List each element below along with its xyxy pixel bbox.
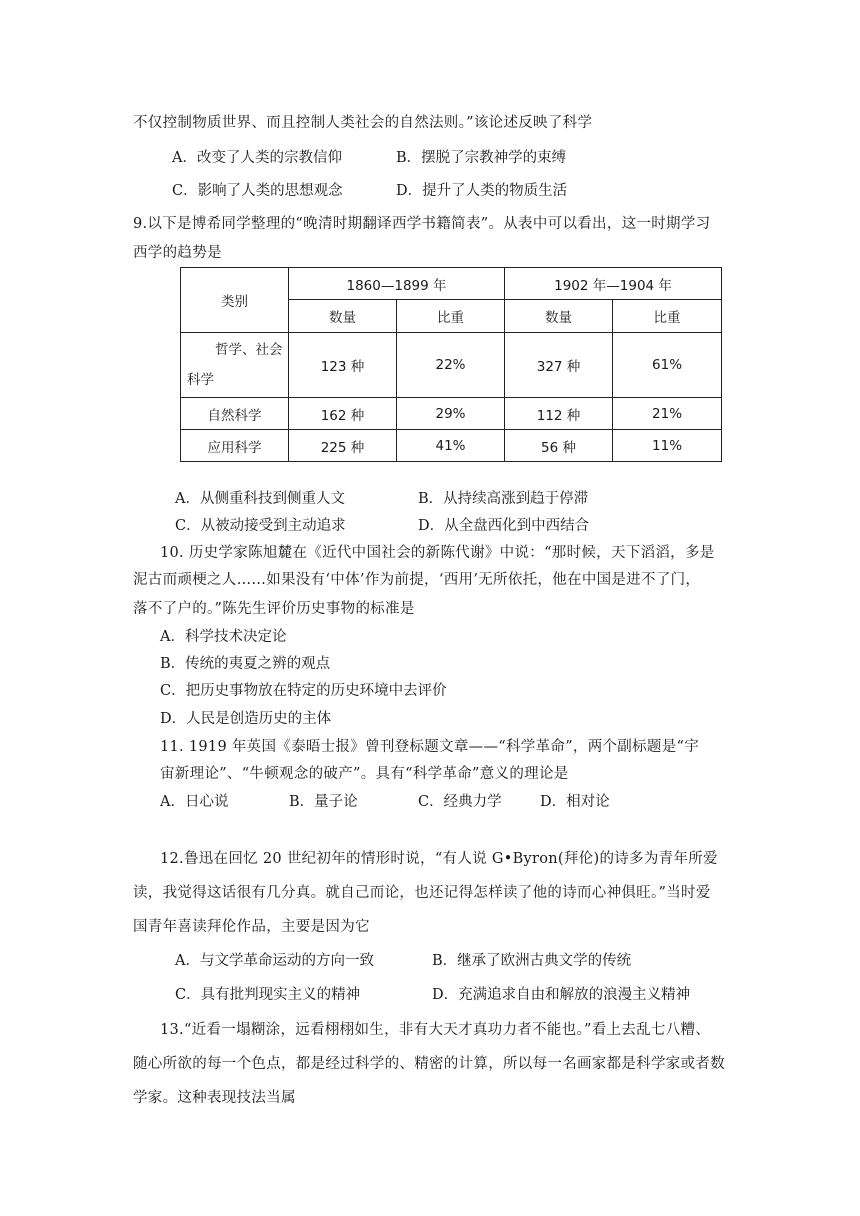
cell-count-2: 56 种 <box>505 430 613 462</box>
q12-option-a[interactable]: A．与文学革命运动的方向一致 <box>175 953 374 969</box>
row-category: 自然科学 <box>181 398 289 430</box>
q11-option-a[interactable]: A．日心说 <box>160 794 229 810</box>
cell-count-1: 162 种 <box>289 398 397 430</box>
header-ratio-2: 比重 <box>613 300 722 333</box>
cell-count-2: 327 种 <box>505 333 613 398</box>
q10-option-d[interactable]: D．人民是创造历史的主体 <box>160 711 332 727</box>
q11-stem-line1: 11. 1919 年英国《泰晤士报》曾刊登标题文章——“科学革命”，两个副标题是“宇 <box>160 739 700 755</box>
row-category-line1: 哲学、社会 <box>215 342 283 358</box>
header-count-2: 数量 <box>505 300 613 333</box>
q11-option-d[interactable]: D．相对论 <box>540 794 610 810</box>
q11-option-c[interactable]: C．经典力学 <box>418 794 502 810</box>
header-category: 类别 <box>181 268 289 333</box>
q8-option-c[interactable]: C．影响了人类的思想观念 <box>172 183 343 199</box>
cell-ratio-1: 22% <box>397 333 505 398</box>
q9-option-a[interactable]: A．从侧重科技到侧重人文 <box>175 491 345 507</box>
q11-stem-line2: 宙新理论”、“牛顿观念的破产”。具有“科学革命”意义的理论是 <box>160 766 569 782</box>
cell-ratio-1: 29% <box>397 398 505 430</box>
header-period-1860-1899: 1860—1899 年 <box>289 268 505 300</box>
q12-stem-line3: 国青年喜读拜伦作品，主要是因为它 <box>133 919 370 935</box>
q12-option-b[interactable]: B．继承了欧洲古典文学的传统 <box>432 953 632 969</box>
q10-option-b[interactable]: B．传统的夷夏之辨的观点 <box>160 656 331 672</box>
q9-option-b[interactable]: B．从持续高涨到趋于停滞 <box>418 491 589 507</box>
row-category: 应用科学 <box>181 430 289 462</box>
cell-count-1: 225 种 <box>289 430 397 462</box>
table-row <box>181 398 722 430</box>
q8-option-a[interactable]: A．改变了人类的宗教信仰 <box>172 150 342 166</box>
q13-stem-line3: 学家。这种表现技法当属 <box>133 1090 296 1106</box>
q10-stem-line1: 10. 历史学家陈旭麓在《近代中国社会的新陈代谢》中说：“那时候，天下滔滔，多是 <box>160 545 715 561</box>
q12-stem-line1: 12.鲁迅在回忆 20 世纪初年的情形时说，“有人说 G•Byron(拜伦)的诗多为青年所爱 <box>160 851 718 867</box>
cell-count-2: 112 种 <box>505 398 613 430</box>
header-period-1902-1904: 1902 年—1904 年 <box>505 268 722 300</box>
cell-ratio-2: 61% <box>613 333 722 398</box>
row-category-line2: 科学 <box>187 372 214 388</box>
q8-option-d[interactable]: D．提升了人类的物质生活 <box>396 183 568 199</box>
table-row <box>181 333 722 398</box>
q9-option-c[interactable]: C．从被动接受到主动追求 <box>175 518 346 534</box>
row-category <box>181 333 289 398</box>
header-ratio-1: 比重 <box>397 300 505 333</box>
q13-stem-line1: 13.“近看一塌糊涂，远看栩栩如生，非有大天才真功力者不能也。”看上去乱七八糟、 <box>160 1022 711 1038</box>
cell-ratio-2: 11% <box>613 430 722 462</box>
translated-books-table <box>180 267 722 462</box>
table-row <box>181 430 722 462</box>
cell-count-1: 123 种 <box>289 333 397 398</box>
q13-stem-line2: 随心所欲的每一个色点，都是经过科学的、精密的计算，所以每一名画家都是科学家或者数 <box>133 1056 725 1072</box>
q9-option-d[interactable]: D．从全盘西化到中西结合 <box>418 518 590 534</box>
q9-stem-line1: 9.以下是博希同学整理的“晚清时期翻译西学书籍简表”。从表中可以看出，这一时期学习 <box>133 216 711 232</box>
q8-option-b[interactable]: B．摆脱了宗教神学的束缚 <box>396 150 567 166</box>
q11-option-b[interactable]: B．量子论 <box>289 794 358 810</box>
q9-stem-line2: 西学的趋势是 <box>133 245 222 261</box>
q10-stem-line2: 泥古而顽梗之人……如果没有‘中体’作为前提，‘西用’无所依托，他在中国是进不了门， <box>133 572 701 588</box>
q12-stem-line2: 读，我觉得这话很有几分真。就自己而论，也还记得怎样读了他的诗而心神俱旺。”当时爱 <box>133 885 711 901</box>
q10-option-c[interactable]: C．把历史事物放在特定的历史环境中去评价 <box>160 683 447 699</box>
cell-ratio-2: 21% <box>613 398 722 430</box>
cell-ratio-1: 41% <box>397 430 505 462</box>
q10-option-a[interactable]: A．科学技术决定论 <box>160 629 287 645</box>
q12-option-d[interactable]: D．充满追求自由和解放的浪漫主义精神 <box>432 987 691 1003</box>
q12-option-c[interactable]: C．具有批判现实主义的精神 <box>175 987 361 1003</box>
q10-stem-line3: 落不了户的。”陈先生评价历史事物的标准是 <box>133 601 415 617</box>
header-count-1: 数量 <box>289 300 397 333</box>
q8-stem-tail: 不仅控制物质世界、而且控制人类社会的自然法则。”该论述反映了科学 <box>133 115 593 131</box>
